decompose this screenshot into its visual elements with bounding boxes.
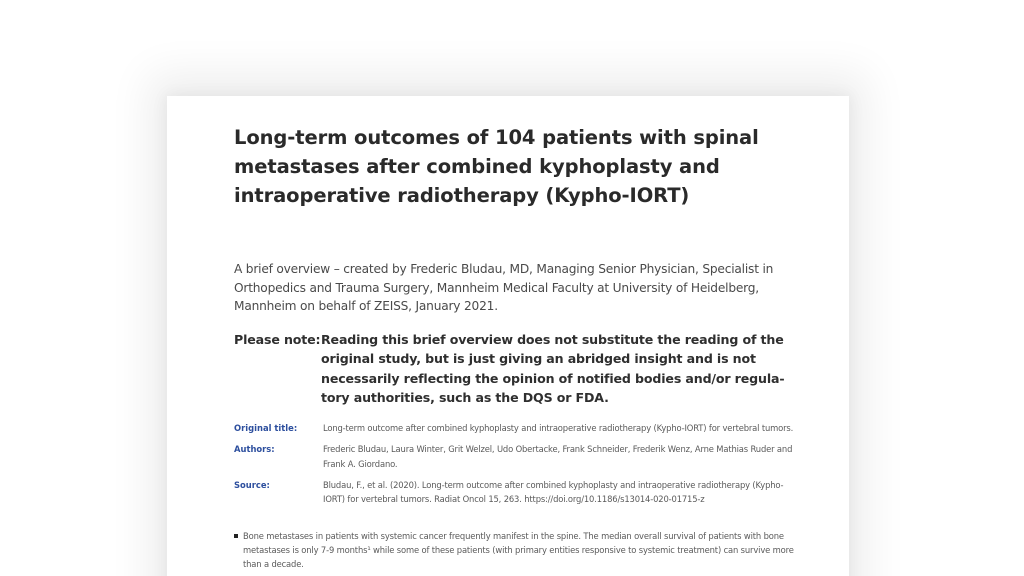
meta-value: Frederic Bludau, Laura Winter, Grit Welzel, Udo Obertacke, Frank Schneider, Frederik Wenz, Arne Mathias Ruder and Frank A. Giordano. (323, 444, 793, 469)
meta-label: Authors: (234, 444, 275, 454)
list-item (234, 529, 794, 571)
bullet-text: Bone metastases in patients with systemic cancer frequently manifest in the spine. The median overall survival of patients with bone metastases is only 7-9 months¹ while some of these patients (with primary entities responsive to systemic treatment) can survive more than a decade. (243, 531, 794, 569)
meta-row-original-title (234, 421, 794, 436)
document-title: Long-term outcomes of 104 patients with spinal metastases after combined kyphoplasty and intraoperative radiotherapy (Kypho-IORT) (234, 126, 759, 207)
meta-label: Source: (234, 479, 270, 490)
disclaimer-note (234, 330, 794, 407)
meta-row-source (234, 478, 794, 507)
overview-summary: A brief overview – created by Frederic Bludau, MD, Managing Senior Physician, Specialist in Orthopedics and Trauma Surgery, Mannheim Medical Faculty at University of Heidelberg, Mannheim on behalf of ZEISS, January 2021. (234, 262, 774, 314)
meta-row-authors (234, 442, 794, 471)
note-text: Reading this brief overview does not substitute the reading of the original study, but is just giving an abridged insight and is not necessarily reflecting the opinion of notified bodies and/or regula-tory authorities, such as the DQS or FDA. (321, 332, 785, 405)
study-metadata (234, 421, 794, 513)
meta-label: Original title: (234, 423, 298, 433)
note-label: Please note: (234, 332, 321, 347)
meta-value: Bludau, F., et al. (2020). Long-term outcome after combined kyphoplasty and intraoperative radiotherapy (Kypho-IORT) for vertebral tumors. Radiat Oncol 15, 263. https://doi.org/10.1186/s13014-020-01715-z (323, 479, 784, 504)
square-bullet-icon (234, 529, 243, 571)
meta-value: Long-term outcome after combined kyphoplasty and intraoperative radiotherapy (Kypho-IORT) for vertebral tumors. (323, 423, 794, 433)
key-points-list (234, 529, 794, 571)
document-page (167, 96, 849, 576)
